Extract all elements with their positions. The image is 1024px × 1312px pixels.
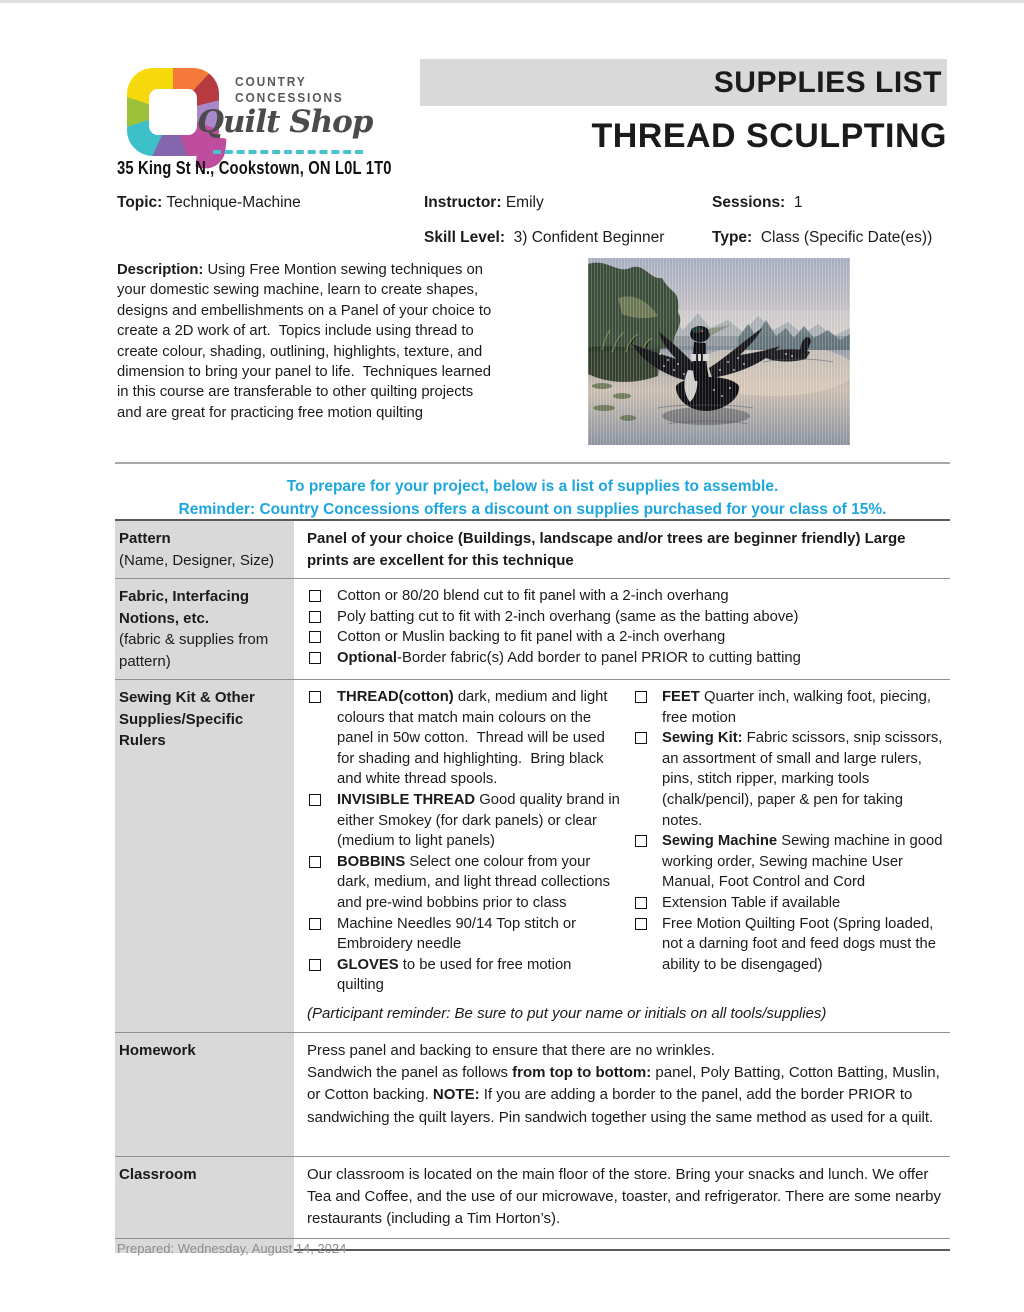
dashed-underline [213,150,363,154]
supplies-table [115,519,950,1251]
meta-skill-level: Skill Level: 3) Confident Beginner [424,229,665,246]
list-item: Cotton or 80/20 blend cut to fit panel with a 2-inch overhang [307,586,944,607]
shop-name-line2: CONCESSIONS [235,90,344,105]
pattern-content: Panel of your choice (Buildings, landscape and/or trees are beginner friendly) Large prints are excellent for this technique [307,530,906,569]
participant-reminder: (Participant reminder: Be sure to put your name or initials on all tools/supplies) [307,1004,827,1022]
checkbox-icon [309,856,321,868]
panel-image [588,258,850,445]
sewing-kit-content [294,680,950,1032]
table-row-classroom [115,1156,950,1238]
checkbox-icon [635,835,647,847]
shop-logo [117,60,447,185]
meta-topic: Topic: Technique-Machine [117,194,301,211]
sewing-kit-columns [307,687,947,996]
shop-address: 35 King St N., Cookstown, ON L0L 1T0 [117,158,392,178]
list-item: THREAD(cotton) dark, medium and light colours that match main colours on the panel in 50w cotton. Thread will be used for shading and highlighting. Bring black and white thread spools. [307,687,621,790]
checkbox-icon [309,691,321,703]
list-item: Sewing Kit: Fabric scissors, snip scissors, an assortment of small and large rulers, pins, stitch ripper, marking tools (chalk/pencil), paper & pen for taking notes. [633,728,944,831]
row-label-sewing-kit: Sewing Kit & Other Supplies/Specific Rulers [115,680,294,1032]
list-item: Poly batting cut to fit with 2-inch overhang (same as the batting above) [307,607,944,628]
checkbox-icon [309,590,321,602]
checkbox-icon [309,631,321,643]
supplies-list-banner: SUPPLIES LIST [420,59,947,106]
list-item: Machine Needles 90/14 Top stitch or Embroidery needle [307,914,621,955]
notice-line2: Reminder: Country Concessions offers a discount on supplies purchased for your class of 15%. [178,501,887,518]
list-item: FEET Quarter inch, walking foot, piecing, free motion [633,687,944,728]
meta-type: Type: Class (Specific Date(es)) [712,229,933,246]
checkbox-icon [635,732,647,744]
shop-script-wordmark: Quilt Shop [197,104,373,140]
list-item: BOBBINS Select one colour from your dark, medium, and light thread collections and pre-wind bobbins prior to class [307,852,621,914]
table-row-sewing-kit [115,679,950,1032]
list-item: GLOVES to be used for free motion quilting [307,955,621,996]
notice-line1: To prepare for your project, below is a list of supplies to assemble. [286,478,779,495]
row-label-homework: Homework [115,1033,294,1156]
fabric-checklist [294,579,950,679]
q-hole [149,89,197,135]
class-description: Description: Using Free Montion sewing techniques on your domestic sewing machine, learn to create shapes, designs and embellishments on a Panel of your choice to create a 2D work of art. Topics include using thread to create colour, shading, outlining, highlights, texture, and dimension to bring your panel to life. Techniques learned in this course are transferable to other quilting projects and are great for practicing free motion quilting [117,262,496,421]
table-row-homework [115,1032,950,1156]
list-item: Sewing Machine Sewing machine in good working order, Sewing machine User Manual, Foot Control and Cord [633,831,944,893]
prepared-date: Prepared: Wednesday, August 14, 2024 [117,1241,347,1256]
homework-paragraph: Sandwich the panel as follows from top to bottom: panel, Poly Batting, Cotton Batting, Muslin, or Cotton backing. NOTE: If you are adding a border to the panel, add the border PRIOR to sandwiching the quilt layers. Pin sandwich together using the same method as used for a quilt. [307,1063,944,1126]
sewing-kit-col2 [633,687,947,996]
classroom-content: Our classroom is located on the main floor of the store. Bring your snacks and lunch. We offer Tea and Coffee, and the use of our microwave, toaster, and refrigerator. There are some nearby restaurants (including a Tim Horton’s). [307,1165,941,1228]
list-item: Extension Table if available [633,893,944,914]
checkbox-icon [635,918,647,930]
section-divider [115,462,950,464]
list-item: Cotton or Muslin backing to fit panel with a 2-inch overhang [307,627,944,648]
checkbox-icon [309,794,321,806]
table-row-pattern [115,521,950,578]
supplies-notice [115,475,950,521]
table-row-fabric [115,578,950,679]
sewing-kit-col1 [307,687,625,996]
meta-instructor: Instructor: Emily [424,194,544,211]
checkbox-icon [309,652,321,664]
list-item: Optional-Border fabric(s) Add border to panel PRIOR to cutting batting [307,648,944,669]
empty-content-cell [294,1239,950,1253]
checkbox-icon [635,691,647,703]
checkbox-icon [309,611,321,623]
list-item: INVISIBLE THREAD Good quality brand in either Smokey (for dark panels) or clear (medium to light panels) [307,790,621,852]
list-item: Free Motion Quilting Foot (Spring loaded, not a darning foot and feed dogs must the ability to be disengaged) [633,914,944,976]
shop-name [235,74,344,106]
row-label-fabric: Fabric, Interfacing Notions, etc. (fabric & supplies from pattern) [115,579,294,679]
checkbox-icon [635,897,647,909]
homework-line1: Press panel and backing to ensure that there are no wrinkles. [307,1041,715,1059]
checkbox-icon [309,959,321,971]
shop-name-line1: COUNTRY [235,74,307,89]
page-top-border [0,0,1024,3]
row-label-classroom: Classroom [115,1157,294,1238]
meta-sessions: Sessions: 1 [712,194,803,211]
homework-content [294,1033,950,1156]
checkbox-icon [309,918,321,930]
page-title: THREAD SCULPTING [591,117,947,155]
row-label-pattern: Pattern (Name, Designer, Size) [115,521,294,578]
